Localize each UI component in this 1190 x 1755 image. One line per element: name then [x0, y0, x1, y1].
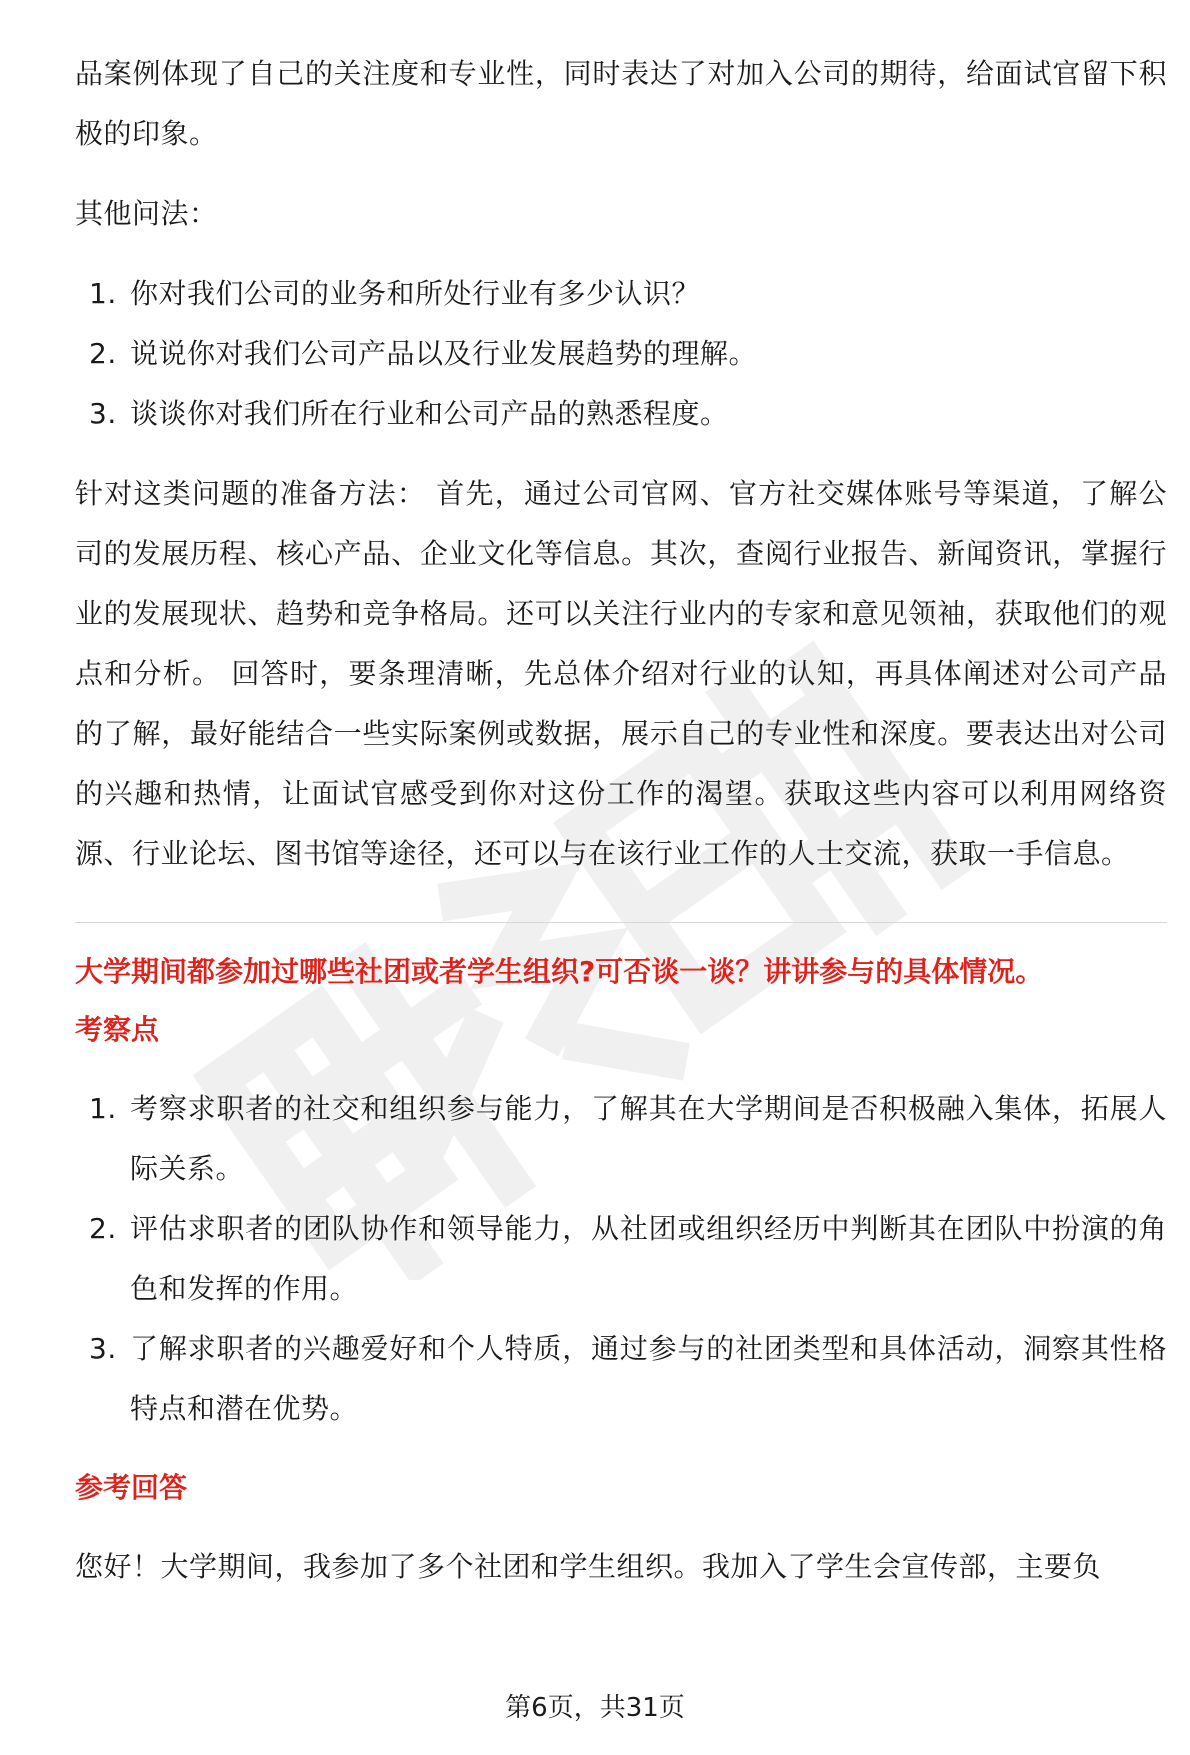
list-text: 评估求职者的团队协作和领导能力，从社团或组织经历中判断其在团队中扮演的角色和发挥的作用。 — [130, 1212, 1167, 1305]
focus-heading: 考察点 — [75, 1013, 160, 1046]
document-page — [75, 44, 1167, 1597]
answer-heading: 参考回答 — [75, 1471, 188, 1504]
intro-paragraph: 品案例体现了自己的关注度和专业性，同时表达了对加入公司的期待，给面试官留下积极的印象。 — [75, 57, 1167, 150]
list-item — [75, 324, 1167, 384]
question-title: 大学期间都参加过哪些社团或者学生组织?可否谈一谈？讲讲参与的具体情况。 — [75, 955, 1044, 988]
section-divider — [75, 922, 1167, 923]
list-text: 谈谈你对我们所在行业和公司产品的熟悉程度。 — [130, 397, 729, 430]
list-text: 你对我们公司的业务和所处行业有多少认识？ — [130, 277, 701, 310]
preparation-paragraph: 针对这类问题的准备方法： 首先，通过公司官网、官方社交媒体账号等渠道，了解公司的发展历程、核心产品、企业文化等信息。其次，查阅行业报告、新闻资讯，掌握行业的发展现状、趋势和竞争格局。还可以关注行业内的专家和意见领袖，获取他们的观点和分析。 回答时，要条理清晰，先总体介绍对行业的认知，再具体阐述对公司产品的了解，最好能结合一些实际案例或数据，展示自己的专业性和深度。要表达出对公司的兴趣和热情，让面试官感受到你对这份工作的渴望。获取这些内容可以利用网络资源、行业论坛、图书馆等途径，还可以与在该行业工作的人士交流，获取一手信息。 — [75, 477, 1167, 870]
other-questions-list — [75, 264, 1167, 444]
list-number: 2. — [89, 337, 117, 370]
list-number: 3. — [89, 397, 117, 430]
list-text: 了解求职者的兴趣爱好和个人特质，通过参与的社团类型和具体活动，洞察其性格特点和潜在优势。 — [130, 1332, 1167, 1425]
list-item — [75, 264, 1167, 324]
list-number: 1. — [89, 277, 117, 310]
list-text: 说说你对我们公司产品以及行业发展趋势的理解。 — [130, 337, 758, 370]
page-footer: 第6页，共31页 — [505, 1693, 685, 1723]
list-item — [75, 1199, 1167, 1319]
other-questions-label: 其他问法： — [75, 197, 218, 230]
list-number: 3. — [89, 1332, 117, 1365]
list-item — [75, 384, 1167, 444]
list-item — [75, 1319, 1167, 1439]
answer-paragraph: 您好！大学期间，我参加了多个社团和学生组织。我加入了学生会宣传部，主要负 — [75, 1550, 1102, 1583]
list-item — [75, 1079, 1167, 1199]
list-text: 考察求职者的社交和组织参与能力，了解其在大学期间是否积极融入集体，拓展人际关系。 — [130, 1092, 1167, 1185]
list-number: 2. — [89, 1212, 117, 1245]
list-number: 1. — [89, 1092, 117, 1125]
focus-points-list — [75, 1079, 1167, 1439]
